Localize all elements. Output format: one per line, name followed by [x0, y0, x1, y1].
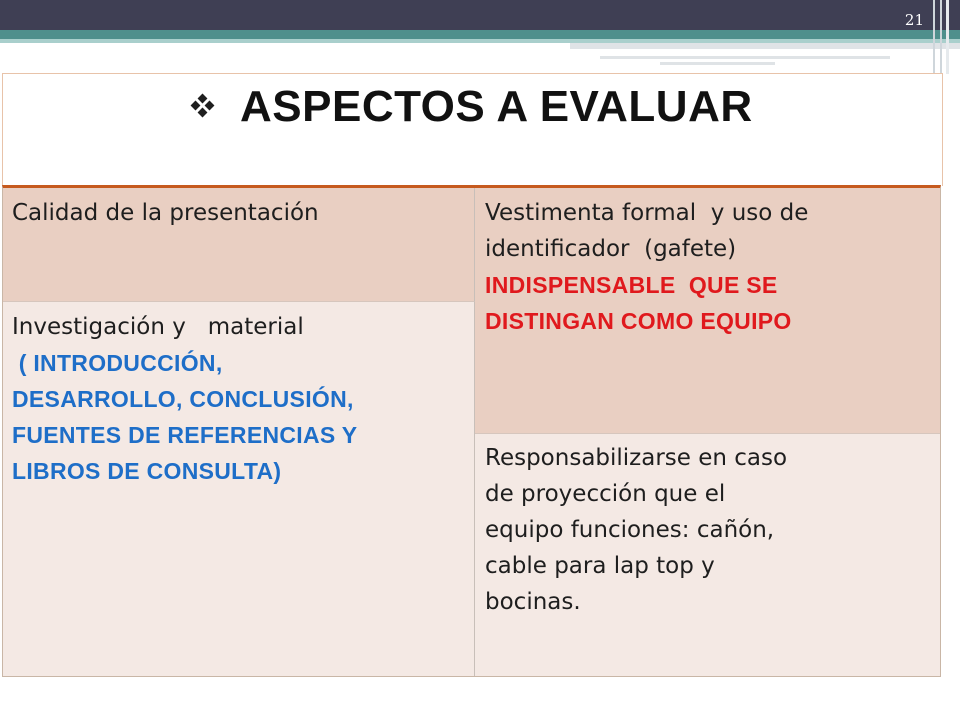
header-accent-line	[660, 62, 775, 65]
header-accent-line	[600, 56, 890, 59]
page-number: 21	[904, 11, 924, 29]
header-vertical-line	[946, 0, 949, 74]
cell-line: de proyección que el	[485, 481, 726, 507]
table-cell-equipment	[475, 434, 940, 676]
table-cell-dress-code	[475, 188, 940, 434]
header-teal-bar	[0, 30, 960, 39]
header-vertical-line	[940, 0, 942, 74]
emphasis-line: ( INTRODUCCIÓN,	[12, 350, 223, 376]
table-cell-research	[3, 302, 475, 676]
evaluation-table	[2, 185, 941, 677]
table-cell-presentation	[3, 188, 475, 302]
header-accent-line	[570, 43, 960, 49]
cell-line: cable para lap top y	[485, 553, 715, 579]
cell-line: identificador (gafete)	[485, 236, 737, 262]
slide-title	[192, 82, 753, 132]
emphasis-line: INDISPENSABLE QUE SE	[485, 272, 778, 298]
emphasis-line: DISTINGAN COMO EQUIPO	[485, 308, 792, 334]
cell-line: Investigación y material	[12, 314, 304, 340]
header-dark-bar	[0, 0, 960, 30]
emphasis-line: LIBROS DE CONSULTA)	[12, 458, 282, 484]
cell-line: Vestimenta formal y uso de	[485, 200, 809, 226]
cell-line: Responsabilizarse en caso	[485, 445, 788, 471]
cell-text	[485, 440, 787, 620]
emphasis-line: DESARROLLO, CONCLUSIÓN,	[12, 386, 354, 412]
cell-line: equipo funciones: cañón,	[485, 517, 775, 543]
header-vertical-line	[933, 0, 935, 74]
title-text: ASPECTOS A EVALUAR	[240, 82, 753, 131]
cell-text	[12, 309, 357, 489]
cell-line: bocinas.	[485, 589, 581, 615]
four-diamond-bullet-icon	[192, 95, 214, 117]
cell-text	[485, 195, 808, 339]
cell-text: Calidad de la presentación	[12, 200, 319, 226]
emphasis-line: FUENTES DE REFERENCIAS Y	[12, 422, 358, 448]
